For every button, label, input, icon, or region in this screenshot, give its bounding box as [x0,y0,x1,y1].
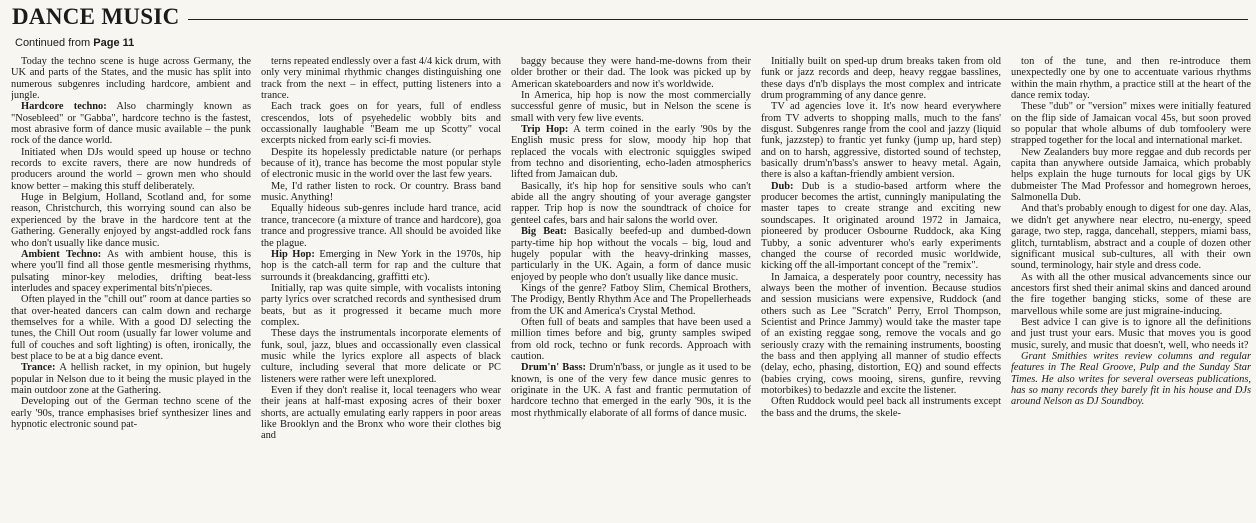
article-paragraph [11,192,251,249]
subheading: Hip Hop: [271,248,315,260]
article-paragraph [511,181,751,226]
article-paragraph [11,147,251,192]
paragraph-text: A hellish racket, in my opinion, but hugely popular in Nelson due to it being the music played in the main outdoor zone at the Gathering. [11,362,251,396]
paragraph-text: Initially built on sped-up drum breaks taken from old funk or jazz records and deep, heavy reggae basslines, these days d'n'b displays the most complex and intricate drum programming of any dance genre. [761,56,1001,102]
article-paragraph [1011,56,1251,101]
article-paragraph [261,385,501,442]
article-paragraph [1011,317,1251,351]
paragraph-text: Best advice I can give is to ignore all the definitions and just trust your ears. Music that moves you is good music, surely, and music that doesn't, well, who needs it? [1011,316,1251,351]
subheading: Dub: [771,180,794,192]
article-column-1 [11,56,251,522]
article-paragraph [761,56,1001,101]
article-paragraph [761,101,1001,180]
paragraph-text: In America, hip hop is now the most commercially successful genre of music, but in Nelson the scene is small with very few live events. [511,90,751,124]
paragraph-text: terns repeated endlessly over a fast 4/4 kick drum, with only very minimal rhythmic changes distinguishing one track from the next – in effect, putting listeners into a trance. [261,56,501,102]
article-paragraph [11,249,251,294]
paragraph-text: baggy because they were hand-me-downs from their older brother or their dad. The look was picked up by American skateboarders and now it's worldwide. [511,56,751,90]
article-column-4 [761,56,1001,522]
article-paragraph [1011,203,1251,271]
author-byline [1011,351,1251,408]
article-paragraph [11,101,251,146]
paragraph-text: Often Ruddock would peel back all instruments except the bass and the drums, the skele- [761,396,1001,419]
paragraph-text: Grant Smithies writes review columns and regular features in The Real Groove, Pulp and the Sunday Star Times. He also writes for several overseas publications, has so many records they barely fit in his house and DJs around Nelson as DJ Soundboy. [1011,350,1251,408]
paragraph-text: Developing out of the German techno scene of the early '90s, trance emphasises brief synthesizer lines and hypnotic electronic sound pat- [11,396,251,430]
paragraph-text: Often full of beats and samples that have been used a million times before and big, grunty samples swiped from old rock, techno or funk records. Approach with caution. [511,316,751,362]
title-rule [188,19,1248,20]
paragraph-text: Basically, it's hip hop for sensitive souls who can't abide all the angry shouting of your average gangster rapper. Trip hop is now the soundtrack of choice for genteel cafes, bars and hair salons the world over. [511,180,751,226]
subheading: Ambient Techno: [21,248,102,260]
paragraph-text: Often played in the "chill out" room at dance parties so that over-heated dancers can calm down and recharge themselves for a while. With a good DJ selecting the tunes, the Chill Out room (usually far lower volume and full of couches and soft lighting) is often, ironically, the best place to be at a big dance event. [11,294,251,362]
paragraph-text: As with all the other musical advancements since our ancestors first shed their animal skins and danced around the fire together banging sticks, some of these are marvellous while some are just migraine-inducing. [1011,271,1251,317]
paragraph-text: New Zealanders buy more reggae and dub records per capita than anywhere outside Jamaica, which probably helps explain the huge turnouts for local gigs by UK dubmeister The Mad Professor and homegrown heroes, Salmonella Dub. [1011,146,1251,204]
paragraph-text: Huge in Belgium, Holland, Scotland and, for some reason, Christchurch, this worrying sound can also be experienced by the brave in the hardcore tent at the Gathering. Generally enjoyed by angst-addled rock fans who don't usually like dance music. [11,192,251,249]
article-paragraph [11,294,251,362]
article-paragraph [11,362,251,396]
paragraph-text: Me, I'd rather listen to rock. Or country. Brass band music. Anything! [261,180,501,204]
article-paragraph [1011,147,1251,204]
article-columns [11,56,1251,522]
article-paragraph [261,181,501,204]
article-paragraph [511,56,751,90]
article-paragraph [511,362,751,419]
article-paragraph [511,90,751,124]
paragraph-text: Basically beefed-up and dumbed-down party-time hip hop without the vocals – big, loud and hugely popular with the heavy-drinking masses, particularly in the UK. Again, a form of dance music enjoyed by people who don't usually like dance music. [511,226,751,283]
article-paragraph [511,283,751,317]
paragraph-text: Initiated when DJs would speed up house or techno records to excite ravers, there are now hundreds of producers around the world – grown men who should know better – making this stuff deliberately. [11,146,251,192]
paragraph-text: In Jamaica, a desperately poor country, necessity has always been the mother of invention. Because studios and session musicians were expensive, Ruddock (and others such as Lee "Scratch" Perry, Errol Thompson, Scientist and Prince Jammy) would take the master tape of an existing reggae song, remove the vocals and go seriously crazy with the remaining instruments, boosting the bass and then applying all manner of studio effects (delay, echo, phasing, distortion, EQ) and sound effects (babies crying, cows mooing, sirens, gunfire, revving motorbikes) to bedazzle and excite the listener. [761,271,1001,396]
article-paragraph [261,56,501,101]
continued-from-line [15,37,134,49]
paragraph-text: Each track goes on for years, full of endless crescendos, lots of psyehedelic wobbly bits and occassionally laughable "Beam me up Scotty" vocal excerpts nicked from early sci-fi movies. [261,101,501,147]
paragraph-text: Also charmingly known as "Nosebleed" or "Gabba", hardcore techno is the fastest, most abrasive form of dance music available – the punk rock of the dance world. [11,101,251,147]
paragraph-text: ton of the tune, and then re-introduce them unexpectedly one by one to accentuate various rhythms within the main rhythm, a practice still at the heart of the dance remix today. [1011,56,1251,102]
article-column-3 [511,56,751,522]
paragraph-text: Kings of the genre? Fatboy Slim, Chemical Brothers, The Prodigy, Bently Rhythm Ace and The Propellerheads from the UK and America's Crystal Method. [511,282,751,317]
article-paragraph [511,124,751,181]
article-column-2 [261,56,501,522]
subheading: Trip Hop: [521,124,569,136]
article-paragraph [11,396,251,430]
article-paragraph [261,249,501,283]
continued-page-ref: Page 11 [93,37,135,49]
article-paragraph [511,226,751,283]
subheading: Hardcore techno: [21,101,107,113]
article-paragraph [261,328,501,385]
paragraph-text: And that's probably enough to digest for one day. Alas, we didn't get anywhere near electro, nu-energy, speed garage, two step, ragga, dancehall, steppers, miami bass, glitch, turntablism, abstract and a couple of dozen other significant musical sub-cultures, all with their own sound, terminology, hair style and dress code. [1011,203,1251,272]
article-paragraph [11,56,251,101]
continued-prefix: Continued from [15,37,94,49]
paragraph-text: TV ad agencies love it. It's now heard everywhere from TV adverts to shopping malls, much to the fans' disgust. Subgenres range from the cool and jazzy (liquid funk, jazzstep) to frantic yet funky (jump up, hard step) and on to harsh, aggressive, distorted sound of techstep, basically drum'n'bass's answer to heavy metal. Again, there is also a kaftan-friendly ambient version. [761,101,1001,181]
article-paragraph [511,317,751,362]
article-column-5 [1011,56,1251,522]
paragraph-text: Equally hideous sub-genres include hard trance, acid trance, trancecore (a mixture of trance and hardcore), goa trance and progressive trance. All should be avoided like the plague. [261,203,501,249]
paragraph-text: Emerging in New York in the 1970s, hip hop is the catch-all term for rap and the culture that surrounds it (breakdancing, graffitti etc). [261,248,501,283]
subheading: Big Beat: [521,226,567,238]
article-paragraph [1011,101,1251,146]
paragraph-text: These "dub" or "version" mixes were initially featured on the flip side of Jamaican vocal 45s, but soon proved so popular that whole albums of dub tomfoolery were strapped together for the local and international market. [1011,101,1251,147]
paragraph-text: Despite its hopelessly predictable nature (or perhaps because of it), trance has become the most popular style of electronic music in the world over the last few years. [261,146,501,181]
article-paragraph [761,181,1001,272]
subheading: Drum'n' Bass: [521,362,586,374]
article-paragraph [761,396,1001,419]
paragraph-text: Today the techno scene is huge across Germany, the UK and parts of the States, and the music has split into numerous subgenres including hardcore, ambient and jungle. [11,56,251,102]
section-title: DANCE MUSIC [12,4,180,29]
article-paragraph [261,101,501,146]
paragraph-text: Initially, rap was quite simple, with vocalists intoning party lyrics over scratched records and synthesised drum beats, but as it progressed it became much more complex. [261,282,501,328]
article-paragraph [261,203,501,248]
subheading: Trance: [21,362,56,374]
article-paragraph [1011,272,1251,317]
article-paragraph [261,283,501,328]
paragraph-text: These days the instrumentals incorporate elements of funk, soul, jazz, blues and occassionally even classical music while the lyrics explore all aspects of black culture, including several that more delicate or PC listeners were rather were left unexplored. [261,328,501,385]
masthead [12,2,1248,32]
paragraph-text: A term coined in the early '90s by the English music press for slow, moody hip hop that replaced the vocals with electronic squiggles swiped from techno and disorienting, echo-laden atmospherics lifted from Jamaican dub. [511,124,751,181]
article-paragraph [761,272,1001,397]
paragraph-text: Even if they don't realise it, local teenagers who wear their jeans at half-mast exposing acres of their boxer shorts, are actually emulating early rappers in poor areas like Brooklyn and the Bronx who wore their clothes big and [261,384,501,442]
paragraph-text: As with ambient house, this is where you'll find all those gentle mesmerising rhythms, pulsating minor-key melodies, drifting beat-less interludes and spacey experimental bits'n'pieces. [11,248,251,294]
paragraph-text: Drum'n'bass, or jungle as it used to be known, is one of the very few dance music genres to originate in the UK. A fast and frantic permutation of hardcore techno that emerged in the early '90s, it is the most rhythmically elaborate of all forms of dance music. [511,362,751,419]
article-paragraph [261,147,501,181]
paragraph-text: Dub is a studio-based artform where the producer becomes the artist, cunningly manipulating the master tapes to create strange and exciting new soundscapes. It originated around 1972 in Jamaica, pioneered by producer Osbourne Ruddock, aka King Tubby, a sonic adventurer who's early experiments changed the course of recorded music worldwide, kicking off the all-important concept of the "remix". [761,180,1001,272]
